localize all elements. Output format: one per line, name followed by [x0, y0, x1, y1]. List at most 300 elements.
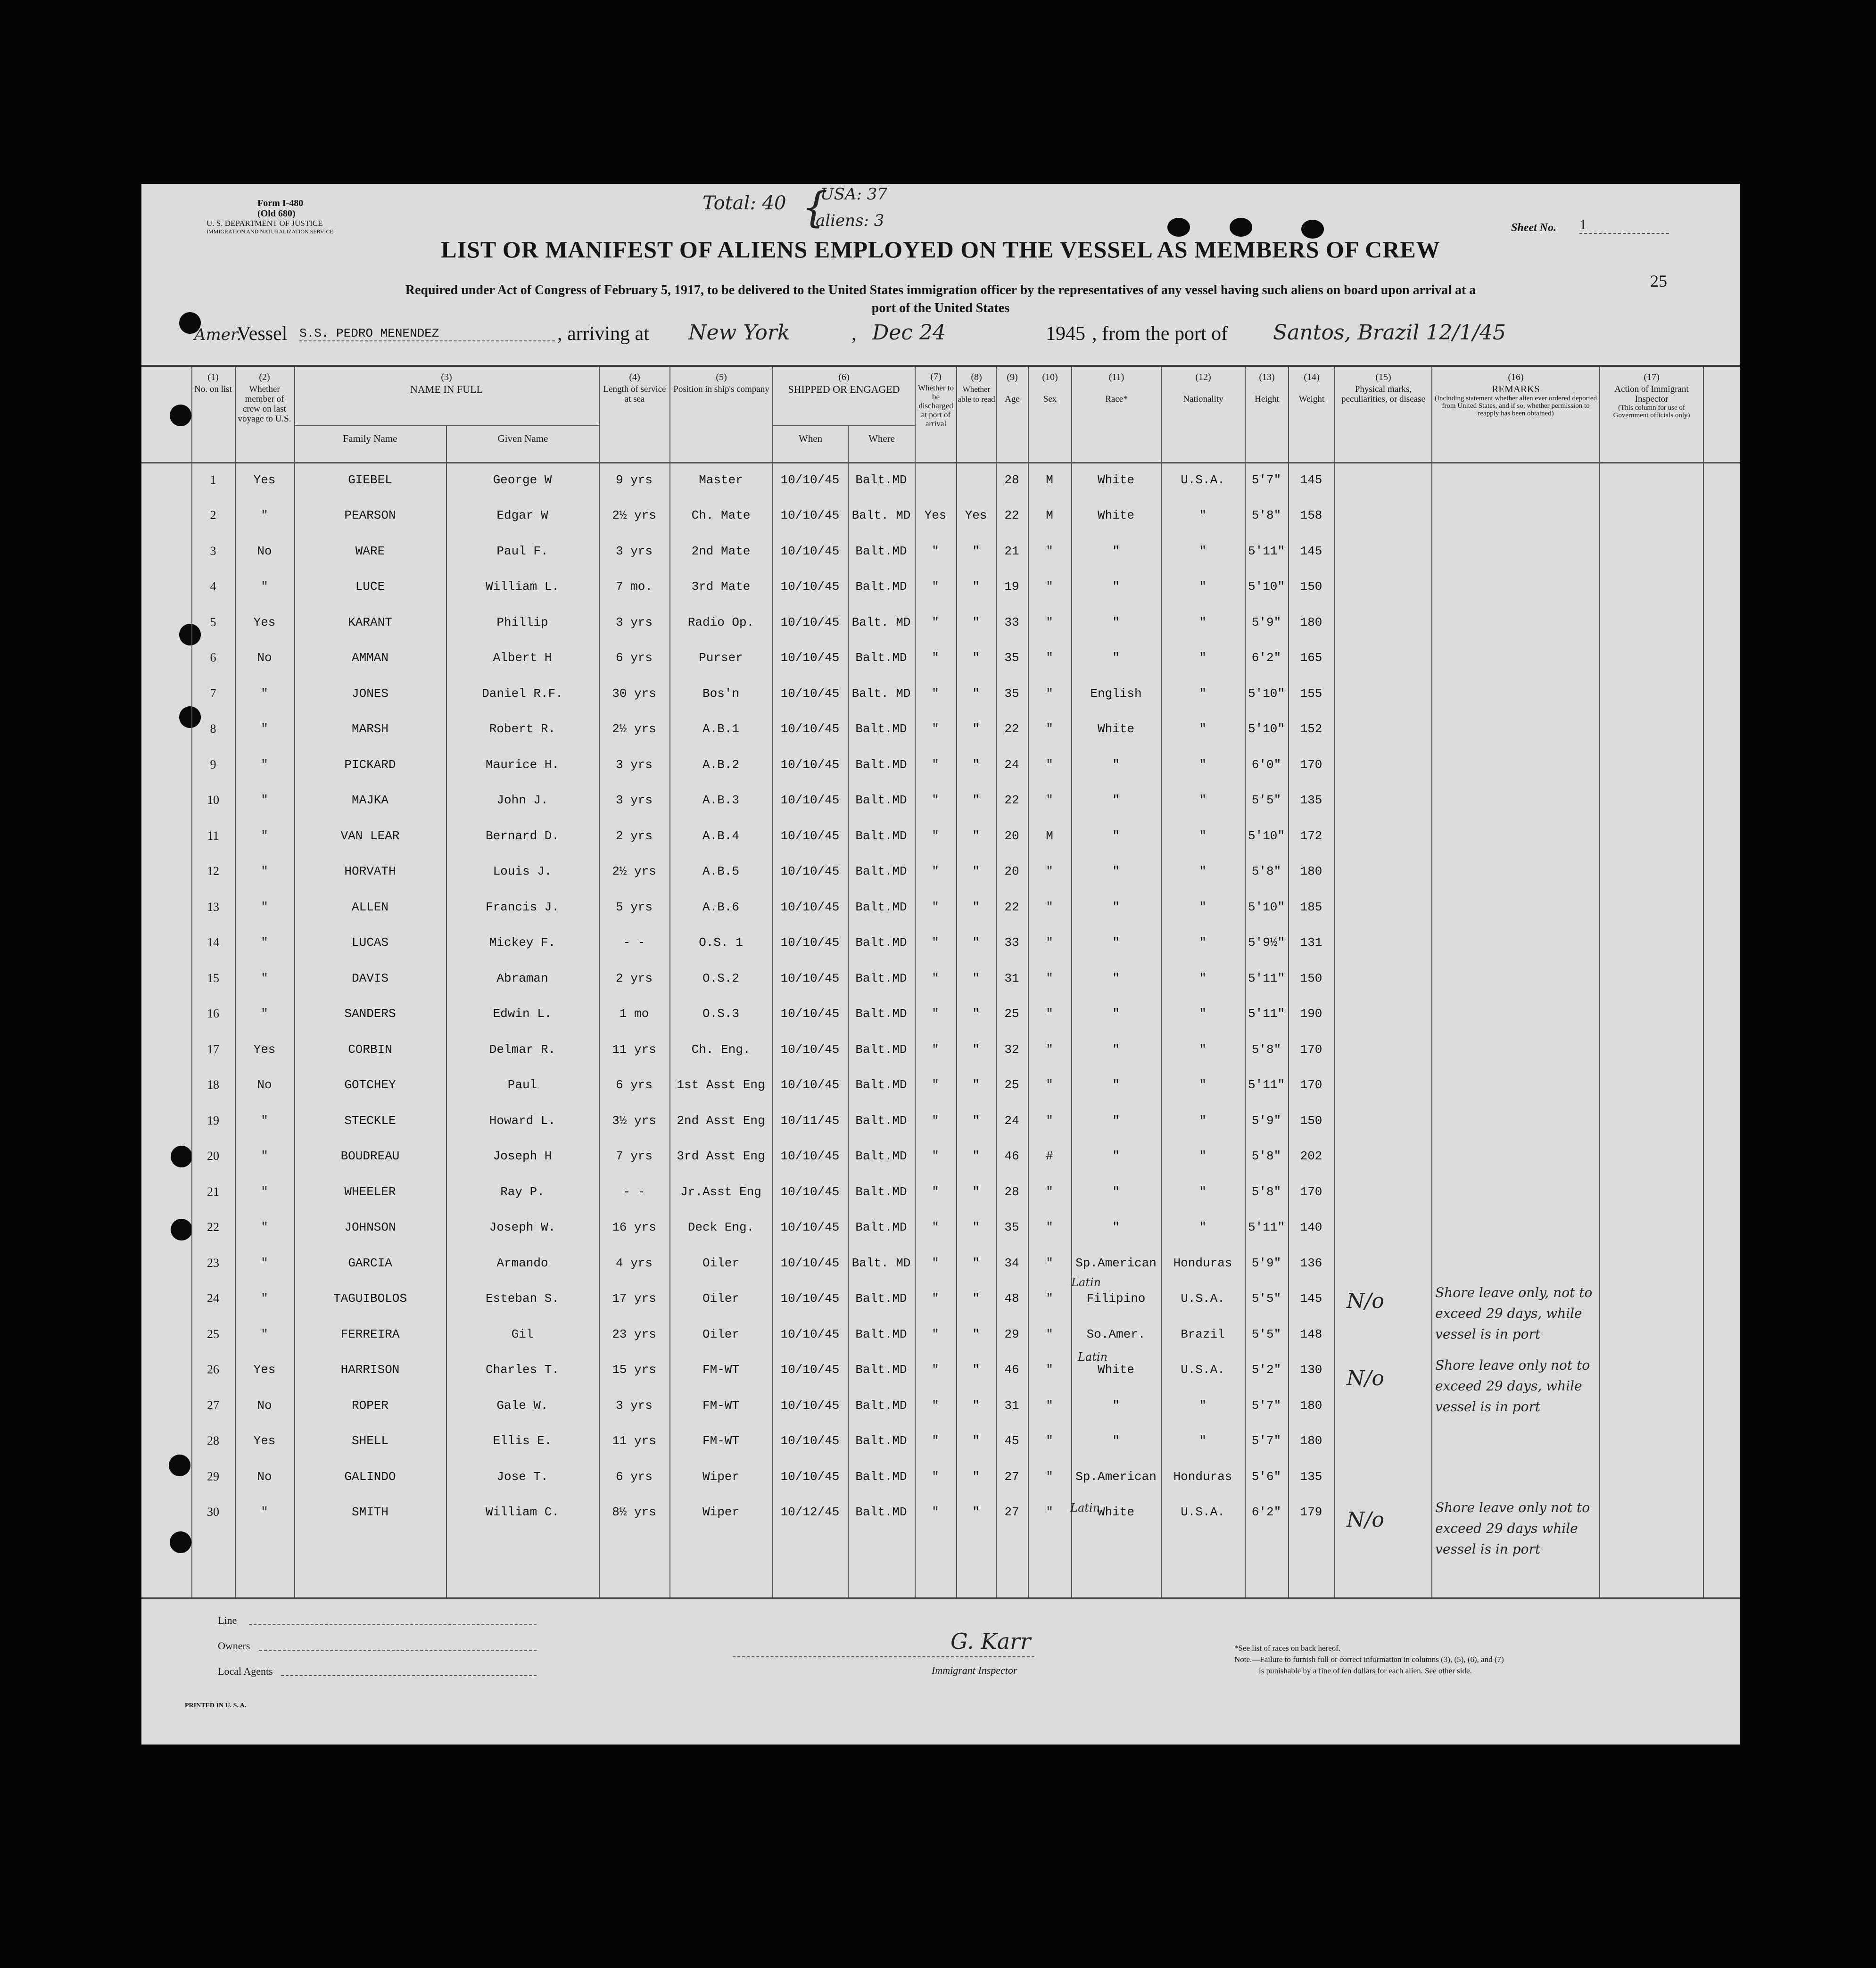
- list-number-cell: 6: [210, 651, 216, 665]
- length-of-service-cell: 2½ yrs: [612, 722, 656, 736]
- discharged-cell: ": [932, 1042, 939, 1057]
- last-voyage-cell: ": [261, 1149, 268, 1164]
- last-voyage-cell: Yes: [253, 1434, 276, 1448]
- given-name-cell: Gale W.: [496, 1398, 548, 1413]
- given-name-cell: Edwin L.: [493, 1007, 552, 1021]
- family-name-cell: DAVIS: [351, 971, 388, 985]
- shipped-when-cell: 10/10/45: [780, 864, 840, 879]
- height-cell: 6'0": [1251, 757, 1281, 772]
- weight-cell: 148: [1300, 1327, 1322, 1341]
- able-to-read-cell: ": [972, 686, 980, 701]
- family-name-cell: ALLEN: [351, 900, 388, 914]
- shipped-where-cell: Balt.MD: [855, 1327, 907, 1341]
- given-name-cell: Daniel R.F.: [482, 686, 563, 701]
- shipped-where-cell: Balt.MD: [855, 722, 907, 736]
- age-cell: 34: [1004, 1256, 1019, 1270]
- sex-cell: ": [1046, 1184, 1053, 1199]
- shipped-where-cell: Balt. MD: [851, 508, 911, 523]
- list-number-cell: 29: [207, 1469, 219, 1483]
- list-number-cell: 25: [207, 1327, 219, 1341]
- nationality-cell: ": [1199, 508, 1207, 523]
- table-row: [191, 1032, 1334, 1067]
- last-voyage-cell: ": [261, 1505, 268, 1520]
- height-cell: 5'10": [1248, 722, 1285, 736]
- punch-hole: [170, 1531, 191, 1553]
- discharged-cell: ": [932, 686, 939, 701]
- race-cell: ": [1112, 1398, 1120, 1413]
- able-to-read-cell: ": [972, 615, 980, 629]
- shipped-when-cell: 10/10/45: [780, 508, 840, 523]
- last-voyage-cell: ": [261, 1256, 268, 1270]
- shipped-when-cell: 10/10/45: [780, 1469, 840, 1484]
- local-agents-field[interactable]: [281, 1675, 537, 1676]
- age-cell: 20: [1004, 864, 1019, 879]
- able-to-read-cell: ": [972, 1220, 980, 1235]
- nationality-cell: ": [1199, 1398, 1207, 1413]
- shipped-when-cell: 10/10/45: [780, 722, 840, 736]
- given-name-cell: Mickey F.: [489, 935, 556, 950]
- age-cell: 35: [1004, 1220, 1019, 1235]
- manifest-title: LIST OR MANIFEST OF ALIENS EMPLOYED ON THE VESSEL AS MEMBERS OF CREW: [441, 236, 1440, 263]
- weight-cell: 135: [1300, 1469, 1322, 1484]
- list-number-cell: 23: [207, 1256, 219, 1270]
- shipped-when-cell: 10/10/45: [780, 1149, 840, 1164]
- last-voyage-cell: ": [261, 828, 268, 843]
- age-cell: 27: [1004, 1469, 1019, 1484]
- length-of-service-cell: 3 yrs: [615, 757, 653, 772]
- family-name-cell: GALINDO: [344, 1469, 396, 1484]
- age-cell: 19: [1004, 579, 1019, 594]
- able-to-read-cell: ": [972, 828, 980, 843]
- sex-cell: ": [1046, 579, 1053, 594]
- shipped-where-cell: Balt.MD: [855, 864, 907, 879]
- family-name-cell: TAGUIBOLOS: [333, 1291, 407, 1306]
- table-row: [191, 1495, 1334, 1530]
- race-cell: ": [1112, 1434, 1120, 1448]
- shipped-where-cell: Balt.MD: [855, 1363, 907, 1377]
- length-of-service-cell: 2½ yrs: [612, 508, 656, 523]
- shipped-when-cell: 10/10/45: [780, 1363, 840, 1377]
- able-to-read-cell: ": [972, 900, 980, 914]
- discharged-cell: ": [932, 757, 939, 772]
- race-cell: ": [1112, 1113, 1120, 1128]
- col-header-when: When: [798, 433, 823, 444]
- age-cell: 31: [1004, 1398, 1019, 1413]
- weight-cell: 150: [1300, 1113, 1322, 1128]
- age-cell: 22: [1004, 722, 1019, 736]
- table-row: [191, 1210, 1334, 1246]
- height-cell: 5'11": [1248, 544, 1285, 558]
- age-cell: 28: [1004, 472, 1019, 487]
- length-of-service-cell: 23 yrs: [612, 1327, 656, 1341]
- height-cell: 5'8": [1251, 864, 1281, 879]
- last-voyage-cell: Yes: [253, 1363, 276, 1377]
- line-field[interactable]: [249, 1624, 537, 1625]
- length-of-service-cell: 6 yrs: [615, 1469, 653, 1484]
- age-cell: 21: [1004, 544, 1019, 558]
- given-name-cell: Ellis E.: [493, 1434, 552, 1448]
- sex-cell: ": [1046, 615, 1053, 629]
- last-voyage-cell: ": [261, 686, 268, 701]
- age-cell: 35: [1004, 651, 1019, 665]
- sex-cell: ": [1046, 864, 1053, 879]
- nationality-cell: U.S.A.: [1181, 1505, 1225, 1520]
- nationality-cell: ": [1199, 935, 1207, 950]
- length-of-service-cell: 7 yrs: [615, 1149, 653, 1164]
- table-row: [191, 747, 1334, 783]
- sex-cell: ": [1046, 1327, 1053, 1341]
- race-cell: ": [1112, 793, 1120, 808]
- shipped-when-cell: 10/10/45: [780, 615, 840, 629]
- sex-cell: ": [1046, 1256, 1053, 1270]
- position-cell: Jr.Asst Eng: [680, 1184, 761, 1199]
- position-cell: Oiler: [702, 1327, 739, 1341]
- height-cell: 6'2": [1251, 651, 1281, 665]
- list-number-cell: 18: [207, 1078, 219, 1092]
- owners-field[interactable]: [259, 1649, 537, 1651]
- sex-cell: ": [1046, 793, 1053, 808]
- weight-cell: 165: [1300, 651, 1322, 665]
- last-voyage-cell: No: [257, 651, 272, 665]
- arriving-label: , arriving at: [557, 323, 649, 345]
- discharged-cell: ": [932, 828, 939, 843]
- nationality-cell: ": [1199, 1042, 1207, 1057]
- discharged-cell: ": [932, 1434, 939, 1448]
- nationality-cell: ": [1199, 1434, 1207, 1448]
- given-name-cell: William L.: [485, 579, 560, 594]
- discharged-cell: ": [932, 793, 939, 808]
- table-row: [191, 1281, 1334, 1317]
- weight-cell: 136: [1300, 1256, 1322, 1270]
- weight-cell: 202: [1300, 1149, 1322, 1164]
- list-number-cell: 26: [207, 1363, 219, 1377]
- arriving-date: Dec 24: [872, 321, 946, 345]
- family-name-cell: PEARSON: [344, 508, 396, 523]
- nationality-cell: U.S.A.: [1181, 1291, 1225, 1306]
- shipped-when-cell: 10/10/45: [780, 1291, 840, 1306]
- shipped-when-cell: 10/10/45: [780, 828, 840, 843]
- age-cell: 46: [1004, 1363, 1019, 1377]
- column-divider: [1431, 367, 1432, 1597]
- discharged-cell: Yes: [924, 508, 947, 523]
- race-cell: White: [1097, 1505, 1134, 1520]
- table-row: [191, 711, 1334, 747]
- length-of-service-cell: 2½ yrs: [612, 864, 656, 879]
- age-cell: 27: [1004, 1505, 1019, 1520]
- discharged-cell: ": [932, 651, 939, 665]
- shipped-where-cell: Balt.MD: [855, 1434, 907, 1448]
- height-cell: 5'8": [1251, 1149, 1281, 1164]
- age-cell: 25: [1004, 1078, 1019, 1092]
- discharged-cell: ": [932, 900, 939, 914]
- col-header-12: (12) Nationality: [1183, 372, 1223, 404]
- position-cell: Oiler: [702, 1256, 739, 1270]
- shipped-when-cell: 10/10/45: [780, 544, 840, 558]
- discharged-cell: ": [932, 1363, 939, 1377]
- shipped-when-cell: 10/10/45: [780, 472, 840, 487]
- race-cell: ": [1112, 1007, 1120, 1021]
- discharged-cell: ": [932, 1291, 939, 1306]
- punch-hole: [171, 1219, 192, 1240]
- weight-cell: 150: [1300, 971, 1322, 985]
- race-cell: Filipino: [1086, 1291, 1146, 1306]
- nationality-cell: ": [1199, 864, 1207, 879]
- list-number-cell: 22: [207, 1220, 219, 1234]
- length-of-service-cell: 15 yrs: [612, 1363, 656, 1377]
- shipped-where-cell: Balt.MD: [855, 935, 907, 950]
- ink-blot: [1167, 218, 1190, 237]
- family-name-cell: JOHNSON: [344, 1220, 396, 1235]
- height-cell: 5'11": [1248, 971, 1285, 985]
- department-name: U. S. DEPARTMENT OF JUSTICE: [207, 219, 323, 228]
- given-name-cell: Robert R.: [489, 722, 556, 736]
- col-header-15: (15) Physical marks, peculiarities, or disease: [1341, 372, 1425, 404]
- height-cell: 5'9": [1251, 615, 1281, 629]
- height-cell: 5'5": [1251, 1291, 1281, 1306]
- length-of-service-cell: 11 yrs: [612, 1042, 656, 1057]
- discharged-cell: ": [932, 1256, 939, 1270]
- col-header-11: (11) Race*: [1105, 372, 1128, 404]
- shipped-where-cell: Balt.MD: [855, 1007, 907, 1021]
- last-voyage-cell: No: [257, 1398, 272, 1413]
- position-cell: 2nd Mate: [691, 544, 751, 558]
- shipped-when-cell: 10/10/45: [780, 1220, 840, 1235]
- col-header-7: (7) Whether to be discharged at port of arrival: [918, 372, 954, 428]
- shipped-where-cell: Balt.MD: [855, 651, 907, 665]
- shipped-where-cell: Balt.MD: [855, 900, 907, 914]
- sex-cell: ": [1046, 971, 1053, 985]
- race-annotation: Latin: [1078, 1350, 1108, 1364]
- length-of-service-cell: 2 yrs: [615, 971, 653, 985]
- height-cell: 5'6": [1251, 1469, 1281, 1484]
- height-cell: 5'7": [1251, 1398, 1281, 1413]
- given-name-cell: Louis J.: [493, 864, 552, 879]
- table-row: [191, 1245, 1334, 1281]
- last-voyage-cell: No: [257, 1078, 272, 1092]
- table-row: [191, 604, 1334, 640]
- height-cell: 5'11": [1248, 1007, 1285, 1021]
- vessel-name: S.S. PEDRO MENENDEZ: [299, 326, 555, 341]
- weight-cell: 190: [1300, 1007, 1322, 1021]
- physical-marks-note: N/o: [1347, 1508, 1384, 1532]
- last-voyage-cell: ": [261, 971, 268, 985]
- col-header-14: (14) Weight: [1298, 372, 1325, 404]
- col-header-8: (8) Whether able to read: [958, 372, 995, 404]
- nationality-cell: ": [1199, 1220, 1207, 1235]
- manifest-subtitle-2: port of the United States: [871, 301, 1010, 315]
- height-cell: 5'10": [1248, 900, 1285, 914]
- list-number-cell: 30: [207, 1505, 219, 1519]
- able-to-read-cell: ": [972, 1469, 980, 1484]
- race-cell: White: [1097, 508, 1134, 523]
- position-cell: FM-WT: [702, 1398, 739, 1413]
- nationality-cell: U.S.A.: [1181, 472, 1225, 487]
- table-row: [191, 640, 1334, 676]
- given-name-cell: Paul: [507, 1078, 537, 1092]
- nationality-cell: U.S.A.: [1181, 1363, 1225, 1377]
- shipped-where-cell: Balt.MD: [855, 544, 907, 558]
- sex-cell: ": [1046, 757, 1053, 772]
- weight-cell: 180: [1300, 1434, 1322, 1448]
- nationality-cell: Honduras: [1173, 1469, 1232, 1484]
- position-cell: A.B.6: [702, 900, 739, 914]
- position-cell: O.S. 1: [699, 935, 743, 950]
- given-name-cell: Francis J.: [485, 900, 560, 914]
- list-number-cell: 14: [207, 935, 219, 950]
- family-name-cell: LUCAS: [351, 935, 388, 950]
- ink-blot: [1230, 218, 1252, 237]
- table-row: [191, 783, 1334, 819]
- last-voyage-cell: ": [261, 1113, 268, 1128]
- shipped-when-cell: 10/10/45: [780, 1042, 840, 1057]
- list-number-cell: 9: [210, 757, 216, 771]
- sheet-number-label: Sheet No.: [1511, 222, 1556, 234]
- race-cell: White: [1097, 1363, 1134, 1377]
- race-cell: ": [1112, 615, 1120, 629]
- col-header-3: (3) NAME IN FULL: [410, 372, 483, 395]
- shipped-subheader-line: [772, 425, 915, 426]
- table-row: [191, 1316, 1334, 1352]
- nationality-cell: ": [1199, 1078, 1207, 1092]
- nationality-cell: ": [1199, 1007, 1207, 1021]
- position-cell: 2nd Asst Eng: [677, 1113, 765, 1128]
- family-name-cell: MAJKA: [351, 793, 388, 808]
- length-of-service-cell: 16 yrs: [612, 1220, 656, 1235]
- age-cell: 28: [1004, 1184, 1019, 1199]
- sex-cell: ": [1046, 935, 1053, 950]
- discharged-cell: ": [932, 579, 939, 594]
- discharged-cell: ": [932, 971, 939, 985]
- given-name-cell: Ray P.: [500, 1184, 545, 1199]
- given-name-cell: Maurice H.: [485, 757, 560, 772]
- race-cell: ": [1112, 1220, 1120, 1235]
- remarks-note: Shore leave only not to exceed 29 days, while vessel is in port: [1435, 1357, 1590, 1414]
- discharged-cell: ": [932, 1398, 939, 1413]
- able-to-read-cell: [956, 462, 996, 498]
- nationality-cell: ": [1199, 686, 1207, 701]
- discharged-cell: ": [932, 1113, 939, 1128]
- race-cell: Sp.American: [1075, 1256, 1157, 1270]
- age-cell: 22: [1004, 508, 1019, 523]
- discharged-cell: ": [932, 935, 939, 950]
- departure-port: Santos, Brazil 12/1/45: [1273, 321, 1506, 345]
- col-header-where: Where: [868, 433, 895, 444]
- length-of-service-cell: 8½ yrs: [612, 1505, 656, 1520]
- length-of-service-cell: 9 yrs: [615, 472, 653, 487]
- length-of-service-cell: 3 yrs: [615, 1398, 653, 1413]
- shipped-where-cell: Balt.MD: [855, 472, 907, 487]
- discharged-cell: ": [932, 1184, 939, 1199]
- family-name-cell: GARCIA: [348, 1256, 392, 1270]
- weight-cell: 150: [1300, 579, 1322, 594]
- list-number-cell: 11: [207, 828, 219, 843]
- discharged-cell: ": [932, 615, 939, 629]
- penalty-note: Note.—Failure to furnish full or correct information in columns (3), (5), (6), and (7): [1234, 1655, 1504, 1664]
- discharged-cell: ": [932, 1007, 939, 1021]
- family-name-cell: HORVATH: [344, 864, 396, 879]
- race-cell: ": [1112, 935, 1120, 950]
- age-cell: 24: [1004, 757, 1019, 772]
- able-to-read-cell: ": [972, 579, 980, 594]
- position-cell: Purser: [699, 651, 743, 665]
- weight-cell: 185: [1300, 900, 1322, 914]
- height-cell: 5'9": [1251, 1256, 1281, 1270]
- length-of-service-cell: 7 mo.: [615, 579, 653, 594]
- handwritten-alien-count: aliens: 3: [816, 211, 884, 230]
- shipped-where-cell: Balt. MD: [851, 615, 911, 629]
- given-name-cell: William C.: [485, 1505, 560, 1520]
- age-cell: 48: [1004, 1291, 1019, 1306]
- family-name-cell: WHEELER: [344, 1184, 396, 1199]
- sex-cell: #: [1046, 1149, 1053, 1164]
- given-name-cell: Jose T.: [496, 1469, 548, 1484]
- given-name-cell: Abraman: [496, 971, 548, 985]
- sex-cell: ": [1046, 1042, 1053, 1057]
- able-to-read-cell: ": [972, 935, 980, 950]
- age-cell: 29: [1004, 1327, 1019, 1341]
- discharged-cell: ": [932, 1327, 939, 1341]
- col-header-family-name: Family Name: [343, 433, 397, 444]
- shipped-where-cell: Balt.MD: [855, 828, 907, 843]
- age-cell: 25: [1004, 1007, 1019, 1021]
- discharged-cell: ": [932, 1149, 939, 1164]
- vessel-prefix: Amer.: [194, 325, 242, 344]
- given-name-cell: Paul F.: [496, 544, 548, 558]
- able-to-read-cell: ": [972, 1327, 980, 1341]
- weight-cell: 170: [1300, 1184, 1322, 1199]
- table-row: [191, 1459, 1334, 1495]
- length-of-service-cell: - -: [623, 935, 645, 950]
- line-label: Line: [218, 1614, 237, 1626]
- family-name-cell: WARE: [355, 544, 385, 558]
- height-cell: 5'7": [1251, 472, 1281, 487]
- able-to-read-cell: ": [972, 1398, 980, 1413]
- length-of-service-cell: 3 yrs: [615, 615, 653, 629]
- able-to-read-cell: ": [972, 1007, 980, 1021]
- family-name-cell: GIEBEL: [348, 472, 392, 487]
- discharged-cell: ": [932, 864, 939, 879]
- position-cell: Wiper: [702, 1505, 739, 1520]
- length-of-service-cell: 3½ yrs: [612, 1113, 656, 1128]
- height-cell: 5'9½": [1248, 935, 1285, 950]
- last-voyage-cell: No: [257, 1469, 272, 1484]
- sex-cell: M: [1046, 508, 1053, 523]
- page-number: 25: [1650, 272, 1667, 290]
- list-number-cell: 2: [210, 508, 216, 522]
- weight-cell: 145: [1300, 472, 1322, 487]
- length-of-service-cell: 3 yrs: [615, 793, 653, 808]
- handwritten-brace: {: [802, 183, 828, 232]
- race-cell: ": [1112, 579, 1120, 594]
- sex-cell: ": [1046, 1505, 1053, 1520]
- able-to-read-cell: ": [972, 864, 980, 879]
- punch-hole: [171, 1146, 192, 1167]
- given-name-cell: Albert H: [493, 651, 552, 665]
- position-cell: 3rd Mate: [691, 579, 751, 594]
- shipped-when-cell: 10/10/45: [780, 971, 840, 985]
- age-cell: 35: [1004, 686, 1019, 701]
- length-of-service-cell: 4 yrs: [615, 1256, 653, 1270]
- punch-hole: [170, 405, 191, 426]
- shipped-when-cell: 10/12/45: [780, 1505, 840, 1520]
- list-number-cell: 8: [210, 722, 216, 736]
- last-voyage-cell: ": [261, 1291, 268, 1306]
- weight-cell: 170: [1300, 1078, 1322, 1092]
- able-to-read-cell: ": [972, 757, 980, 772]
- position-cell: FM-WT: [702, 1363, 739, 1377]
- shipped-when-cell: 10/10/45: [780, 1398, 840, 1413]
- shipped-when-cell: 10/10/45: [780, 1007, 840, 1021]
